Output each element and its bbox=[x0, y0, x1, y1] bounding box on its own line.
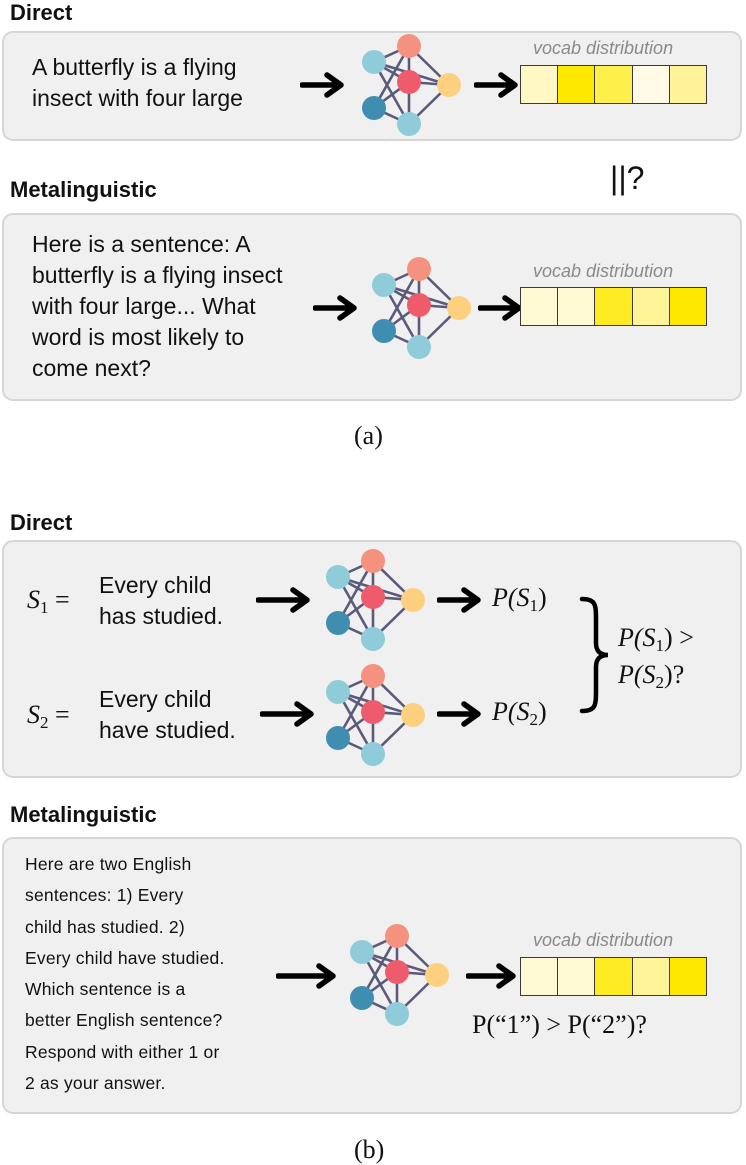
arrow-icon bbox=[466, 963, 518, 989]
curly-brace-icon bbox=[578, 595, 612, 720]
p-s2-output: $P(S_2)$ bbox=[492, 697, 547, 729]
neural-network-icon bbox=[362, 253, 478, 363]
network-node bbox=[437, 73, 461, 97]
vocab-distribution-label: vocab distribution bbox=[533, 930, 674, 950]
heading-direct-b: Direct bbox=[10, 510, 73, 535]
text-line: 2 as your answer. bbox=[25, 1073, 166, 1094]
network-node bbox=[361, 585, 385, 609]
heading-direct-a: Direct bbox=[10, 0, 73, 25]
network-node bbox=[385, 924, 409, 948]
direct-a-input-text bbox=[32, 52, 243, 114]
arrow-icon bbox=[478, 295, 524, 321]
text-line: Here is a sentence: A bbox=[32, 231, 251, 257]
vocab-cell bbox=[633, 66, 670, 103]
arrow-icon bbox=[474, 72, 520, 98]
network-node bbox=[361, 700, 385, 724]
network-node bbox=[401, 703, 425, 727]
equality-question-glyph: ||? bbox=[610, 160, 645, 196]
arrow-icon bbox=[313, 295, 359, 321]
network-node bbox=[361, 742, 385, 766]
network-node bbox=[350, 986, 374, 1010]
neural-network-icon bbox=[340, 920, 456, 1030]
text-line: Every child bbox=[99, 572, 212, 598]
comparison-line-2: $P(S_2)$? bbox=[618, 660, 685, 692]
network-node bbox=[385, 1002, 409, 1026]
vocab-cell bbox=[558, 958, 595, 995]
text-line: insect with four large bbox=[32, 85, 243, 111]
s2-sentence bbox=[99, 684, 236, 746]
network-node bbox=[362, 96, 386, 120]
network-node bbox=[372, 273, 396, 297]
text-line: have studied. bbox=[99, 717, 236, 743]
vocab-cell bbox=[558, 288, 595, 325]
vocab-cell bbox=[595, 66, 632, 103]
vocab-cell bbox=[633, 958, 670, 995]
arrow-icon bbox=[437, 701, 483, 727]
network-node bbox=[425, 963, 449, 987]
network-node bbox=[397, 34, 421, 58]
vocab-cell bbox=[633, 288, 670, 325]
s1-variable: $S_1$ = bbox=[27, 585, 70, 617]
vocab-cell bbox=[595, 288, 632, 325]
caption-a: (a) bbox=[354, 421, 383, 450]
vocab-distribution-bar bbox=[520, 65, 707, 104]
text-line: Here are two English bbox=[25, 854, 192, 874]
text-line: word is most likely to bbox=[32, 324, 245, 350]
heading-metalinguistic-b: Metalinguistic bbox=[10, 802, 157, 827]
vocab-cell bbox=[558, 66, 595, 103]
s1-sentence bbox=[99, 570, 223, 632]
vocab-distribution-bar bbox=[520, 957, 707, 996]
token-probability-comparison: P(“1”) > P(“2”)? bbox=[472, 1010, 647, 1039]
network-node bbox=[407, 257, 431, 281]
neural-network-icon bbox=[352, 30, 468, 140]
arrow-icon bbox=[260, 701, 316, 727]
caption-b: (b) bbox=[354, 1135, 385, 1164]
metalinguistic-b-input-text bbox=[25, 849, 225, 1099]
heading-metalinguistic-a: Metalinguistic bbox=[10, 177, 157, 202]
text-line: Every child bbox=[99, 686, 212, 712]
vocab-cell bbox=[670, 66, 706, 103]
network-node bbox=[361, 549, 385, 573]
network-node bbox=[350, 940, 374, 964]
text-line: sentences: 1) Every bbox=[25, 885, 184, 906]
text-line: come next? bbox=[32, 355, 151, 381]
vocab-cell bbox=[670, 958, 706, 995]
text-line: better English sentence? bbox=[25, 1010, 223, 1031]
vocab-cell bbox=[670, 288, 706, 325]
vocab-cell bbox=[521, 958, 558, 995]
vocab-distribution-label: vocab distribution bbox=[533, 38, 674, 58]
network-node bbox=[326, 611, 350, 635]
vocab-cell bbox=[521, 66, 558, 103]
arrow-icon bbox=[300, 72, 346, 98]
network-node bbox=[326, 726, 350, 750]
network-node bbox=[326, 680, 350, 704]
network-node bbox=[407, 335, 431, 359]
comparison-line-1: $P(S_1)$ > bbox=[618, 623, 694, 655]
network-node bbox=[397, 70, 421, 94]
network-node bbox=[326, 565, 350, 589]
network-node bbox=[407, 293, 431, 317]
text-line: Which sentence is a bbox=[25, 979, 186, 1000]
vocab-distribution-label: vocab distribution bbox=[533, 261, 674, 281]
text-line: butterfly is a flying insect bbox=[32, 262, 283, 288]
neural-network-icon bbox=[316, 660, 432, 770]
arrow-icon bbox=[437, 587, 483, 613]
network-node bbox=[361, 664, 385, 688]
text-line: A butterfly is a flying bbox=[32, 54, 237, 80]
network-node bbox=[385, 960, 409, 984]
vocab-distribution-bar bbox=[520, 287, 707, 326]
network-node bbox=[361, 627, 385, 651]
network-node bbox=[397, 112, 421, 136]
network-node bbox=[447, 296, 471, 320]
text-line: Respond with either 1 or bbox=[25, 1041, 220, 1062]
arrow-icon bbox=[276, 963, 338, 989]
network-node bbox=[372, 319, 396, 343]
arrow-icon bbox=[256, 587, 312, 613]
vocab-cell bbox=[521, 288, 558, 325]
text-line: child has studied. 2) bbox=[25, 916, 185, 937]
metalinguistic-a-input-text bbox=[32, 229, 283, 384]
vocab-cell bbox=[595, 958, 632, 995]
network-node bbox=[401, 588, 425, 612]
s2-variable: $S_2$ = bbox=[27, 700, 70, 732]
network-node bbox=[362, 50, 386, 74]
text-line: has studied. bbox=[99, 603, 224, 629]
text-line: Every child have studied. bbox=[25, 947, 225, 968]
text-line: with four large... What bbox=[32, 293, 256, 319]
p-s1-output: $P(S_1)$ bbox=[492, 583, 547, 615]
neural-network-icon bbox=[316, 545, 432, 655]
